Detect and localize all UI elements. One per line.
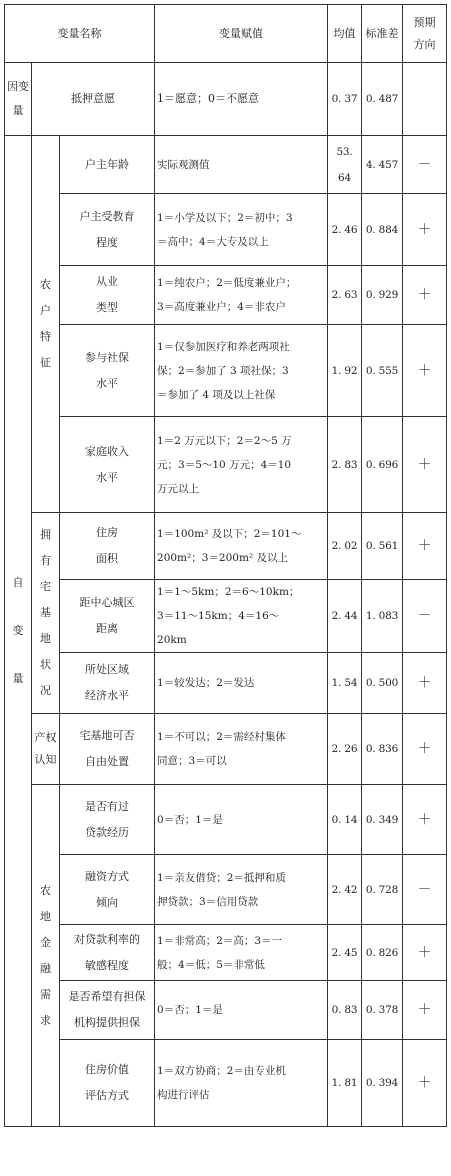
category-homestead: 拥 有 宅 基 地 状 况 xyxy=(32,513,60,714)
variable-name: 对贷款利率的 敏感程度 xyxy=(60,925,155,981)
variable-mean: 2. 45 xyxy=(328,925,362,981)
variable-row xyxy=(5,194,447,266)
variable-sd: 0. 378 xyxy=(362,981,403,1040)
variable-row xyxy=(5,653,447,714)
variable-expected: － xyxy=(403,136,447,194)
header-assignment: 变量赋值 xyxy=(155,5,328,63)
variable-name: 户主年龄 xyxy=(60,136,155,194)
header-name: 变量名称 xyxy=(5,5,155,63)
variable-mean: 1. 92 xyxy=(328,325,362,417)
variable-table xyxy=(4,4,447,1127)
variable-sd: 0. 561 xyxy=(362,513,403,580)
dependent-row xyxy=(5,63,447,136)
variable-mean: 2. 44 xyxy=(328,580,362,653)
variable-expected: ＋ xyxy=(403,513,447,580)
variable-sd: 1. 083 xyxy=(362,580,403,653)
variable-name: 是否有过 贷款经历 xyxy=(60,785,155,855)
variable-assignment: 1＝仅参加医疗和养老两项社 保；2＝参加了 3 项社保；3 ＝参加了 4 项及以上社保 xyxy=(155,325,328,417)
dependent-mean: 0. 37 xyxy=(328,63,362,136)
variable-sd: 4. 457 xyxy=(362,136,403,194)
variable-expected: ＋ xyxy=(403,925,447,981)
variable-row xyxy=(5,714,447,785)
category-property: 产权 认知 xyxy=(32,714,60,785)
variable-name: 住房价值 评估方式 xyxy=(60,1040,155,1127)
variable-assignment: 1＝非常高；2＝高；3＝一 般；4＝低；5＝非常低 xyxy=(155,925,328,981)
variable-row xyxy=(5,925,447,981)
variable-name: 宅基地可否 自由处置 xyxy=(60,714,155,785)
variable-assignment: 1＝较发达；2＝发达 xyxy=(155,653,328,714)
variable-expected: ＋ xyxy=(403,325,447,417)
variable-mean: 2. 83 xyxy=(328,417,362,513)
variable-mean: 2. 42 xyxy=(328,855,362,925)
variable-mean: 53. 64 xyxy=(328,136,362,194)
dependent-name: 抵押意愿 xyxy=(32,63,155,136)
variable-expected: － xyxy=(403,580,447,653)
variable-sd: 0. 884 xyxy=(362,194,403,266)
variable-assignment: 1＝不可以；2＝需经村集体 同意；3＝可以 xyxy=(155,714,328,785)
variable-name: 参与社保 水平 xyxy=(60,325,155,417)
variable-row xyxy=(5,513,447,580)
category-household: 农 户 特 征 xyxy=(32,136,60,513)
variable-sd: 0. 555 xyxy=(362,325,403,417)
variable-sd: 0. 349 xyxy=(362,785,403,855)
variable-mean: 2. 02 xyxy=(328,513,362,580)
variable-name: 家庭收入 水平 xyxy=(60,417,155,513)
variable-assignment: 1＝小学及以下；2＝初中；3 ＝高中；4＝大专及以上 xyxy=(155,194,328,266)
independent-label: 自 变 量 xyxy=(5,136,32,1127)
variable-row xyxy=(5,266,447,325)
variable-expected: ＋ xyxy=(403,1040,447,1127)
variable-mean: 2. 26 xyxy=(328,714,362,785)
variable-name: 住房 面积 xyxy=(60,513,155,580)
variable-mean: 1. 54 xyxy=(328,653,362,714)
variable-mean: 0. 83 xyxy=(328,981,362,1040)
header-expected: 预期 方向 xyxy=(403,5,447,63)
dependent-group-label: 因变 量 xyxy=(5,63,32,136)
variable-name: 距中心城区 距离 xyxy=(60,580,155,653)
header-sd: 标准差 xyxy=(362,5,403,63)
variable-assignment: 1＝亲友借贷；2＝抵押和质 押贷款；3＝信用贷款 xyxy=(155,855,328,925)
variable-row xyxy=(5,136,447,194)
dependent-expected xyxy=(403,63,447,136)
variable-row xyxy=(5,325,447,417)
variable-assignment: 实际观测值 xyxy=(155,136,328,194)
variable-mean: 2. 63 xyxy=(328,266,362,325)
variable-row xyxy=(5,580,447,653)
variable-expected: ＋ xyxy=(403,785,447,855)
variable-sd: 0. 929 xyxy=(362,266,403,325)
variable-sd: 0. 394 xyxy=(362,1040,403,1127)
variable-expected: ＋ xyxy=(403,653,447,714)
variable-assignment: 1＝100m² 及以下；2＝101～ 200m²；3＝200m² 及以上 xyxy=(155,513,328,580)
variable-expected: ＋ xyxy=(403,266,447,325)
dependent-assignment: 1＝愿意；0＝不愿意 xyxy=(155,63,328,136)
variable-row xyxy=(5,855,447,925)
variable-mean: 1. 81 xyxy=(328,1040,362,1127)
variable-mean: 2. 46 xyxy=(328,194,362,266)
variable-row xyxy=(5,417,447,513)
header-row xyxy=(5,5,447,63)
variable-row xyxy=(5,1040,447,1127)
variable-sd: 0. 696 xyxy=(362,417,403,513)
variable-assignment: 1＝2 万元以下；2＝2～5 万 元；3＝5～10 万元；4＝10 万元以上 xyxy=(155,417,328,513)
variable-assignment: 1＝双方协商；2＝由专业机 构进行评估 xyxy=(155,1040,328,1127)
variable-expected: － xyxy=(403,855,447,925)
variable-name: 户主受教育 程度 xyxy=(60,194,155,266)
variable-mean: 0. 14 xyxy=(328,785,362,855)
variable-sd: 0. 826 xyxy=(362,925,403,981)
variable-expected: ＋ xyxy=(403,714,447,785)
variable-name: 从业 类型 xyxy=(60,266,155,325)
variable-expected: ＋ xyxy=(403,417,447,513)
variable-sd: 0. 836 xyxy=(362,714,403,785)
variable-assignment: 0＝否；1＝是 xyxy=(155,981,328,1040)
variable-assignment: 0＝否；1＝是 xyxy=(155,785,328,855)
variable-expected: ＋ xyxy=(403,981,447,1040)
variable-name: 所处区域 经济水平 xyxy=(60,653,155,714)
variable-name: 是否希望有担保 机构提供担保 xyxy=(60,981,155,1040)
dependent-sd: 0. 487 xyxy=(362,63,403,136)
variable-assignment: 1＝1～5km；2＝6～10km； 3＝11～15km；4＝16～ 20km xyxy=(155,580,328,653)
variable-sd: 0. 500 xyxy=(362,653,403,714)
variable-row xyxy=(5,981,447,1040)
variable-expected: ＋ xyxy=(403,194,447,266)
variable-assignment: 1＝纯农户；2＝低度兼业户； 3＝高度兼业户；4＝非农户 xyxy=(155,266,328,325)
variable-row xyxy=(5,785,447,855)
variable-name: 融资方式 倾向 xyxy=(60,855,155,925)
header-mean: 均值 xyxy=(328,5,362,63)
variable-sd: 0. 728 xyxy=(362,855,403,925)
category-finance: 农 地 金 融 需 求 xyxy=(32,785,60,1127)
